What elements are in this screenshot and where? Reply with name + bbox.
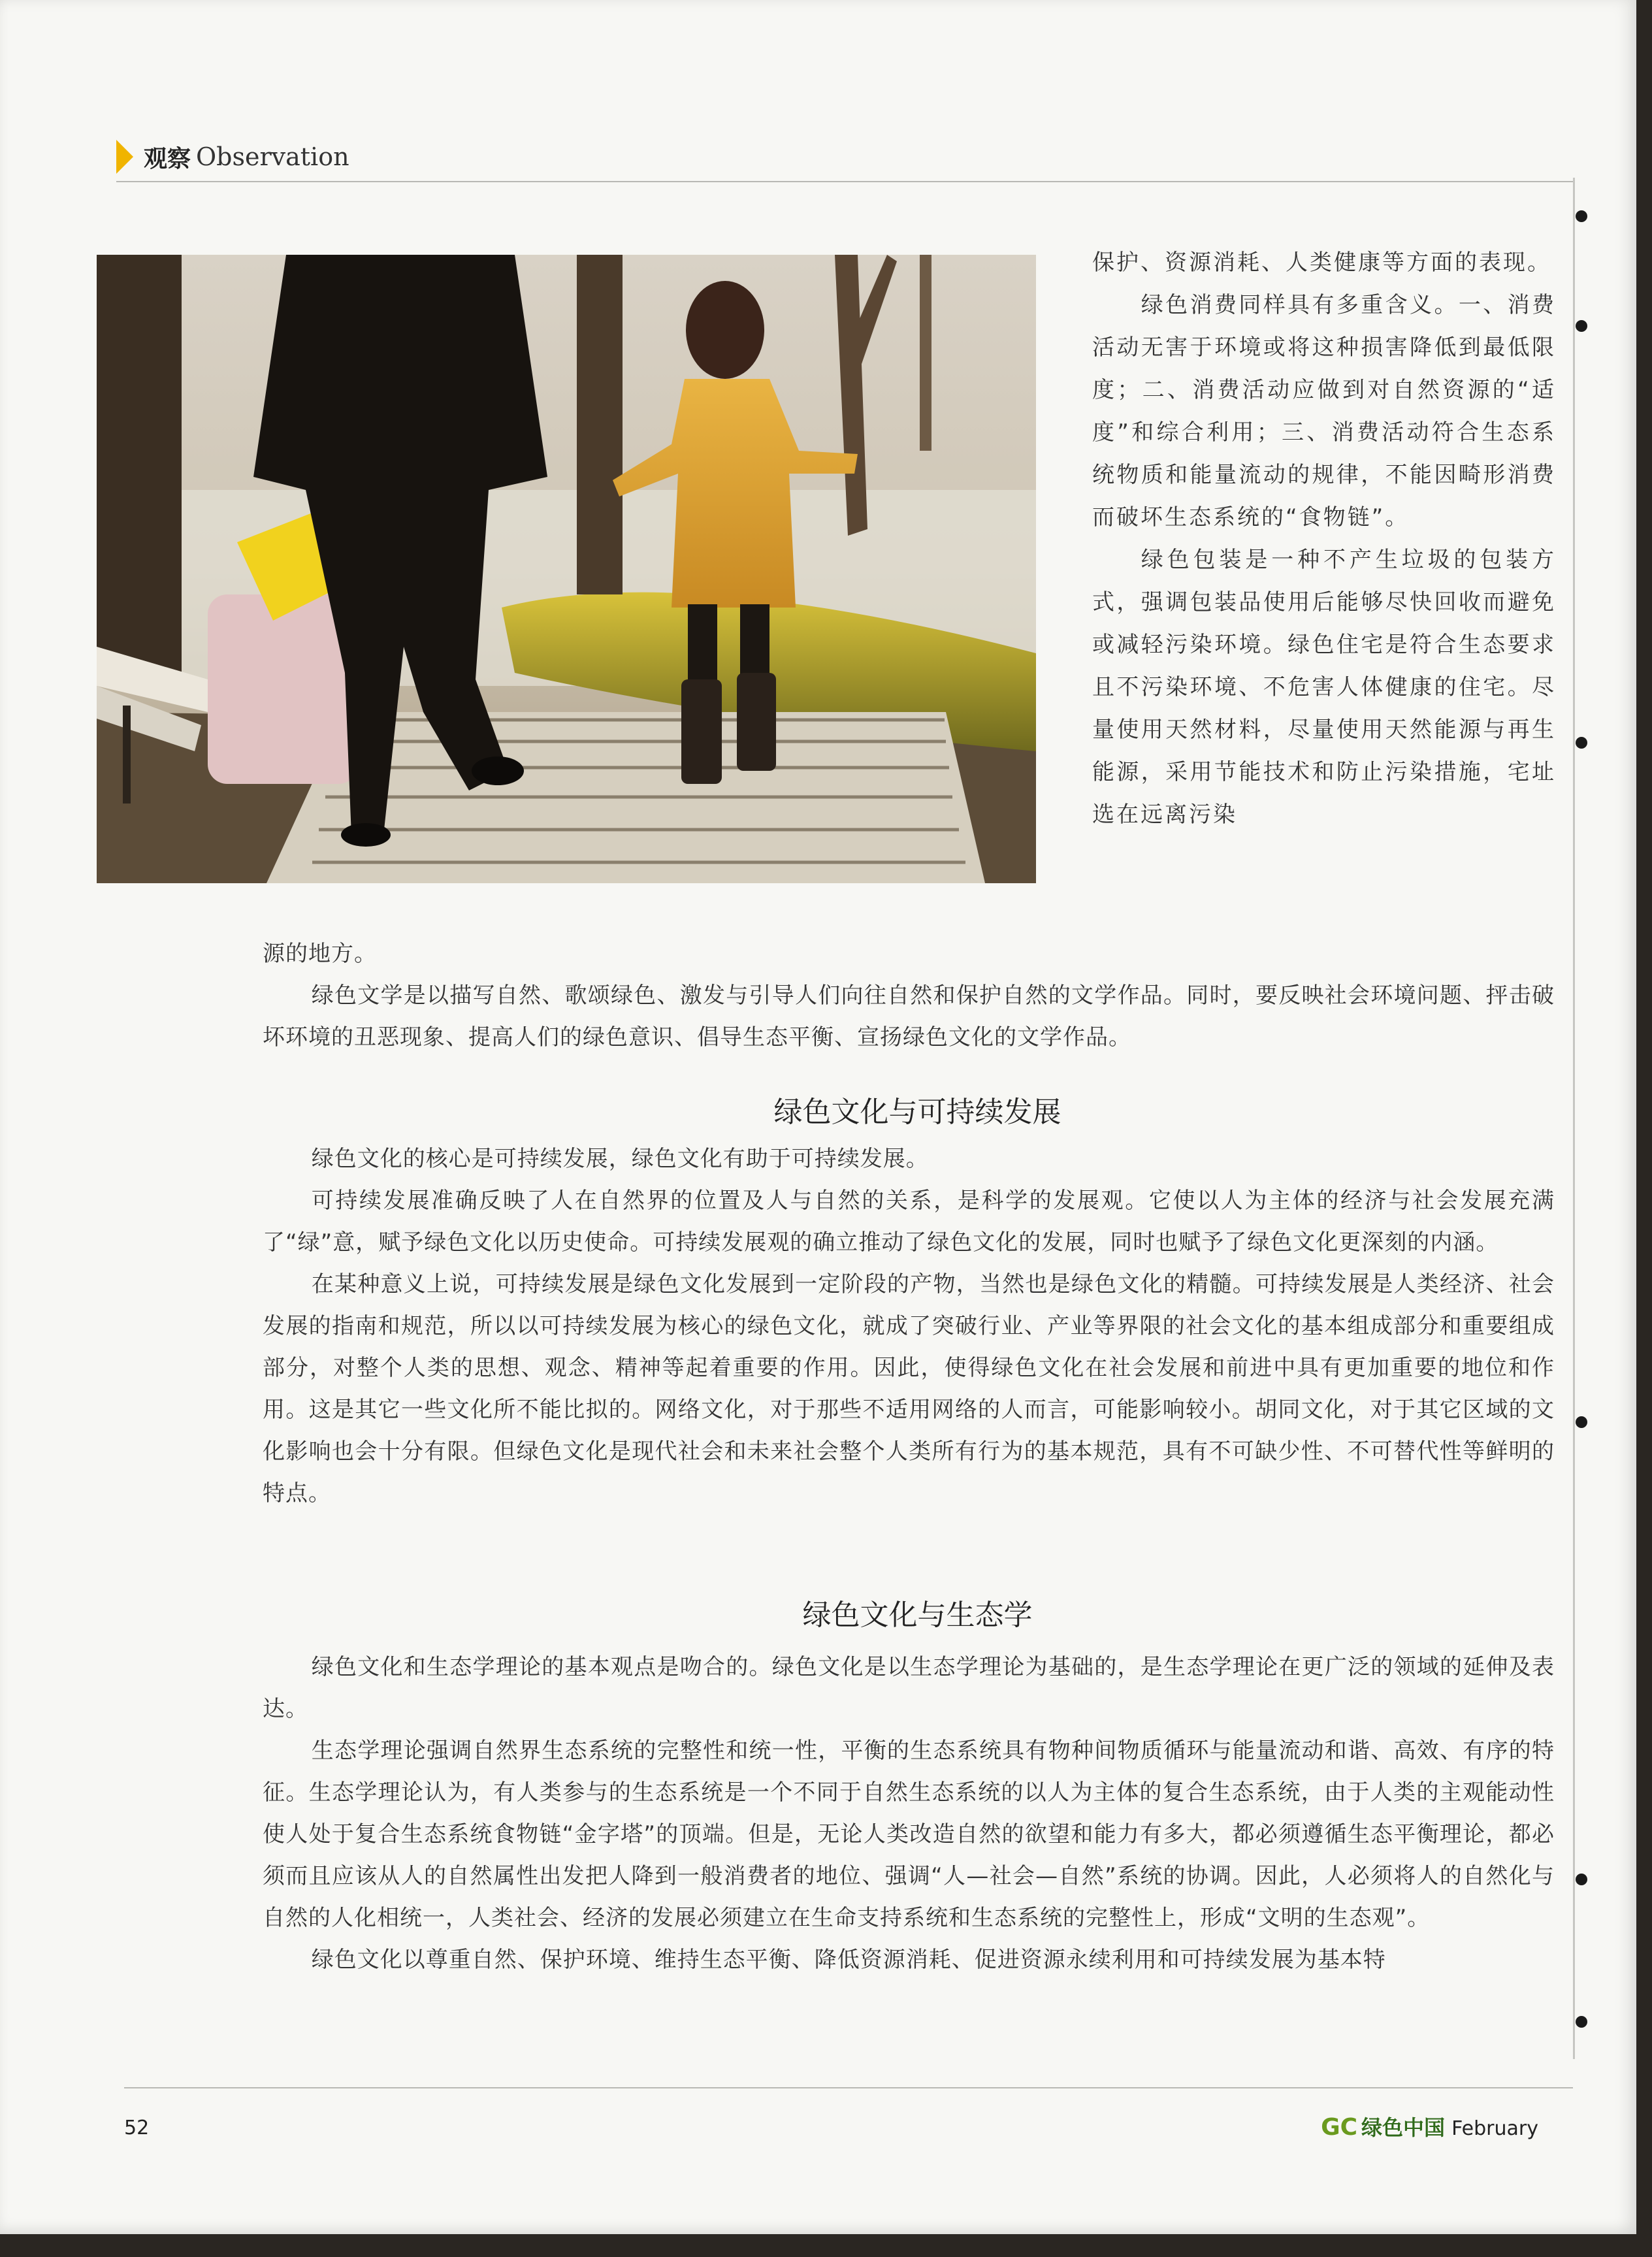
right-column-text	[1092, 242, 1556, 836]
paragraph: 源的地方。	[263, 941, 377, 967]
paragraph: 在某种意义上说，可持续发展是绿色文化发展到一定阶段的产物，当然也是绿色文化的精髓。可持续发展是人类经济、社会发展的指南和规范，所以以可持续发展为核心的绿色文化，就成了突破行业、产业等界限的社会文化的基本组成部分和重要组成部分，对整个人类的思想、观念、精神等起着重要的作用。因此，使得绿色文化在社会发展和前进中具有更加重要的地位和作用。这是其它一些文化所不能比拟的。网络文化，对于那些不适用网络的人而言，可能影响较小。胡同文化，对于其它区域的文化影响也会十分有限。但绿色文化是现代社会和未来社会整个人类所有行为的基本规范，具有不可缺少性、不可替代性等鲜明的特点。	[263, 1271, 1555, 1506]
section-heading: 绿色文化与生态学	[802, 1599, 1033, 1632]
section-body	[263, 1138, 1555, 1514]
article-photo	[97, 255, 1036, 883]
paragraph: 绿色文化和生态学理论的基本观点是吻合的。绿色文化是以生态学理论为基础的，是生态学理论在更广泛的领域的延伸及表达。	[263, 1654, 1555, 1722]
magazine-title: 绿色中国	[1361, 2115, 1446, 2140]
paragraph: 生态学理论强调自然界生态系统的完整性和统一性，平衡的生态系统具有物种间物质循环与能量流动和谐、高效、有序的特征。生态学理论认为，有人类参与的生态系统是一个不同于自然生态系统的以人为主体的复合生态系统，由于人类的主观能动性使人处于复合生态系统食物链“金字塔”的顶端。但是，无论人类改造自然的欲望和能力有多大，都必须遵循生态平衡理论，都必须而且应该从人的自然属性出发把人降到一般消费者的地位、强调“人—社会—自然”系统的协调。因此，人必须将人的自然化与自然的人化相统一，人类社会、经济的发展必须建立在生命支持系统和生态系统的完整性上，形成“文明的生态观”。	[263, 1738, 1555, 1931]
body-text-top	[263, 933, 1555, 1058]
gc-logo: GC	[1321, 2114, 1358, 2141]
page-number: 52	[124, 2117, 150, 2139]
issue-month: February	[1451, 2117, 1538, 2140]
footer-rule	[124, 2087, 1573, 2088]
binder-hole	[1576, 1416, 1587, 1428]
magazine-brand	[1321, 2111, 1538, 2141]
paragraph: 绿色文学是以描写自然、歌颂绿色、激发与引导人们向往自然和保护自然的文学作品。同时，要反映社会环境问题、抨击破坏环境的丑恶现象、提高人们的绿色意识、倡导生态平衡、宣扬绿色文化的文学作品。	[263, 982, 1555, 1050]
paragraph: 绿色文化以尊重自然、保护环境、维持生态平衡、降低资源消耗、促进资源永续利用和可持续发展为基本特	[311, 1947, 1386, 1973]
section-title-en: Observation	[196, 142, 349, 171]
paragraph: 绿色包装是一种不产生垃圾的包装方式，强调包装品使用后能够尽快回收而避免或减轻污染环境。绿色住宅是符合生态要求且不污染环境、不危害人体健康的住宅。尽量使用天然材料，尽量使用天然能源与再生能源，采用节能技术和防止污染措施，宅址选在远离污染	[1092, 547, 1556, 828]
park-walk-illustration	[97, 255, 1036, 883]
paragraph: 可持续发展准确反映了人在自然界的位置及人与自然的关系，是科学的发展观。它使以人为主体的经济与社会发展充满了“绿”意，赋予绿色文化以历史使命。可持续发展观的确立推动了绿色文化的发展，同时也赋予了绿色文化更深刻的内涵。	[263, 1188, 1555, 1256]
paragraph: 保护、资源消耗、人类健康等方面的表现。	[1092, 250, 1551, 276]
paragraph: 绿色文化的核心是可持续发展，绿色文化有助于可持续发展。	[311, 1146, 929, 1172]
binder-hole	[1576, 737, 1587, 749]
paragraph: 绿色消费同样具有多重含义。一、消费活动无害于环境或将这种损害降低到最低限度；二、消费活动应做到对自然资源的“适度”和综合利用；三、消费活动符合生态系统物质和能量流动的规律，不能因畸形消费而破坏生态系统的“食物链”。	[1092, 292, 1556, 530]
section-header	[116, 137, 349, 176]
section-heading: 绿色文化与可持续发展	[773, 1096, 1061, 1129]
header-rule	[116, 181, 1573, 182]
section-body	[263, 1646, 1555, 1981]
binder-hole	[1576, 210, 1587, 222]
binder-hole	[1576, 320, 1587, 332]
section-marker-icon	[116, 140, 133, 174]
binder-hole	[1576, 2016, 1587, 2028]
binder-hole	[1576, 1874, 1587, 1885]
section-title-zh: 观察	[144, 145, 191, 172]
